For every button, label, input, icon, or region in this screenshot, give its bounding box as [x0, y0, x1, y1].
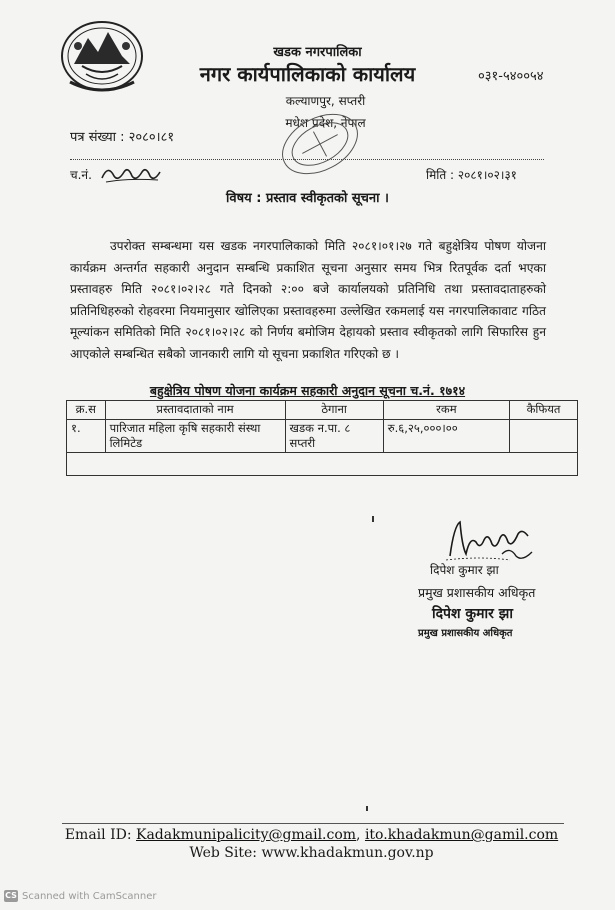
scan-mark — [372, 516, 374, 522]
letter-body: उपरोक्त सम्बन्धमा यस खडक नगरपालिकाको मिति २०८१।०१।२७ गते बहुक्षेत्रिय पोषण योजना कार्यक्रम अन्तर्गत सहकारी अनुदान सम्बन्धि प्रकाशित सूचना अनुसार समय भित्र रितपूर्वक दर्ता भएका प्रस्तावहरु मिति २०८१।०२।२८ गते दिनको २:०० बजे कार्यालयको प्रतिनिधि तथा प्रस्तावदाताहरुको प्रतिनिधिहरुको रोहवरमा नियमानुसार खोलिएका प्रस्तावहरुमा उल्लेखित रकमलाई यस नगरपालिकावाट गठित मूल्यांकन समितिको मिति २०८१।०२।२८ को निर्णय बमोजिम देहायको प्रस्ताव स्वीकृतको लागि सिफारिस हुन आएकोले सम्बन्धित सबैको जानकारी लागि यो सूचना प्रकाशित गरिएको छ । — [70, 239, 546, 361]
website-label: Web Site: — [189, 845, 257, 861]
camscanner-icon: CS — [5, 891, 17, 900]
scan-mark — [366, 806, 368, 811]
proposal-table — [66, 400, 578, 476]
table-row — [67, 420, 578, 453]
footer-website-line — [0, 845, 615, 861]
municipality-name: खडक नगरपालिका — [273, 45, 362, 60]
table-header-row — [67, 401, 578, 420]
signatory-name: दिपेश कुमार झा — [430, 563, 499, 577]
address-line-1: कल्याणपुर, सप्तरी — [285, 94, 366, 108]
cell-name: पारिजात महिला कृषि सहकारी संस्था लिमिटेड — [105, 420, 285, 453]
handwritten-signature — [440, 516, 544, 566]
dispatch-number-handwriting — [98, 160, 168, 186]
email-link-1[interactable]: Kadakmunipalicity@gmail.com — [136, 827, 357, 843]
email-label: Email ID: — [64, 827, 132, 843]
phone-number: ०३१-५४००५४ — [478, 69, 544, 84]
title-seal: प्रमुख प्रशासकीय अधिकृत — [418, 628, 513, 639]
col-header-sn: क्र.स — [67, 401, 106, 420]
camscanner-watermark — [4, 890, 157, 902]
col-header-name: प्रस्तावदाताको नाम — [105, 401, 285, 420]
website-link[interactable]: www.khadakmun.gov.np — [261, 845, 434, 861]
email-link-2[interactable]: ito.khadakmun@gamil.com — [364, 827, 559, 843]
office-name: नगर कार्यपालिकाको कार्यालय — [199, 62, 416, 86]
letter-date: मिति : २०८१।०२।३१ — [426, 168, 517, 182]
signatory-title: प्रमुख प्रशासकीय अधिकृत — [418, 585, 536, 600]
col-header-address: ठेगाना — [285, 401, 383, 420]
cell-address: खडक न.पा. ८ सप्तरी — [285, 420, 383, 453]
footer-email-line — [0, 827, 615, 843]
cell-amount: रु.६,२५,०००।०० — [383, 420, 509, 453]
watermark-text: Scanned with CamScanner — [22, 890, 157, 902]
table-title: बहुक्षेत्रिय पोषण योजना कार्यक्रम सहकारी अनुदान सूचना च.नं. १७१४ — [149, 383, 466, 398]
cell-remarks — [510, 420, 578, 453]
reference-number: पत्र संख्या : २०८०।८१ — [70, 130, 175, 145]
col-header-amount: रकम — [383, 401, 509, 420]
subject-line: विषय : प्रस्ताव स्वीकृतको सूचना । — [226, 191, 389, 206]
office-stamp — [265, 104, 375, 184]
address-line-2: मधेश प्रदेश, नेपाल — [285, 116, 366, 130]
empty-cell — [67, 453, 578, 476]
footer-divider — [62, 823, 564, 824]
cell-sn: १. — [67, 420, 106, 453]
table-empty-row — [67, 453, 578, 476]
col-header-remarks: कैफियत — [510, 401, 578, 420]
name-seal: दिपेश कुमार झा — [432, 606, 513, 622]
dispatch-number-label: च.नं. — [70, 168, 92, 182]
email-separator: , — [356, 827, 361, 843]
